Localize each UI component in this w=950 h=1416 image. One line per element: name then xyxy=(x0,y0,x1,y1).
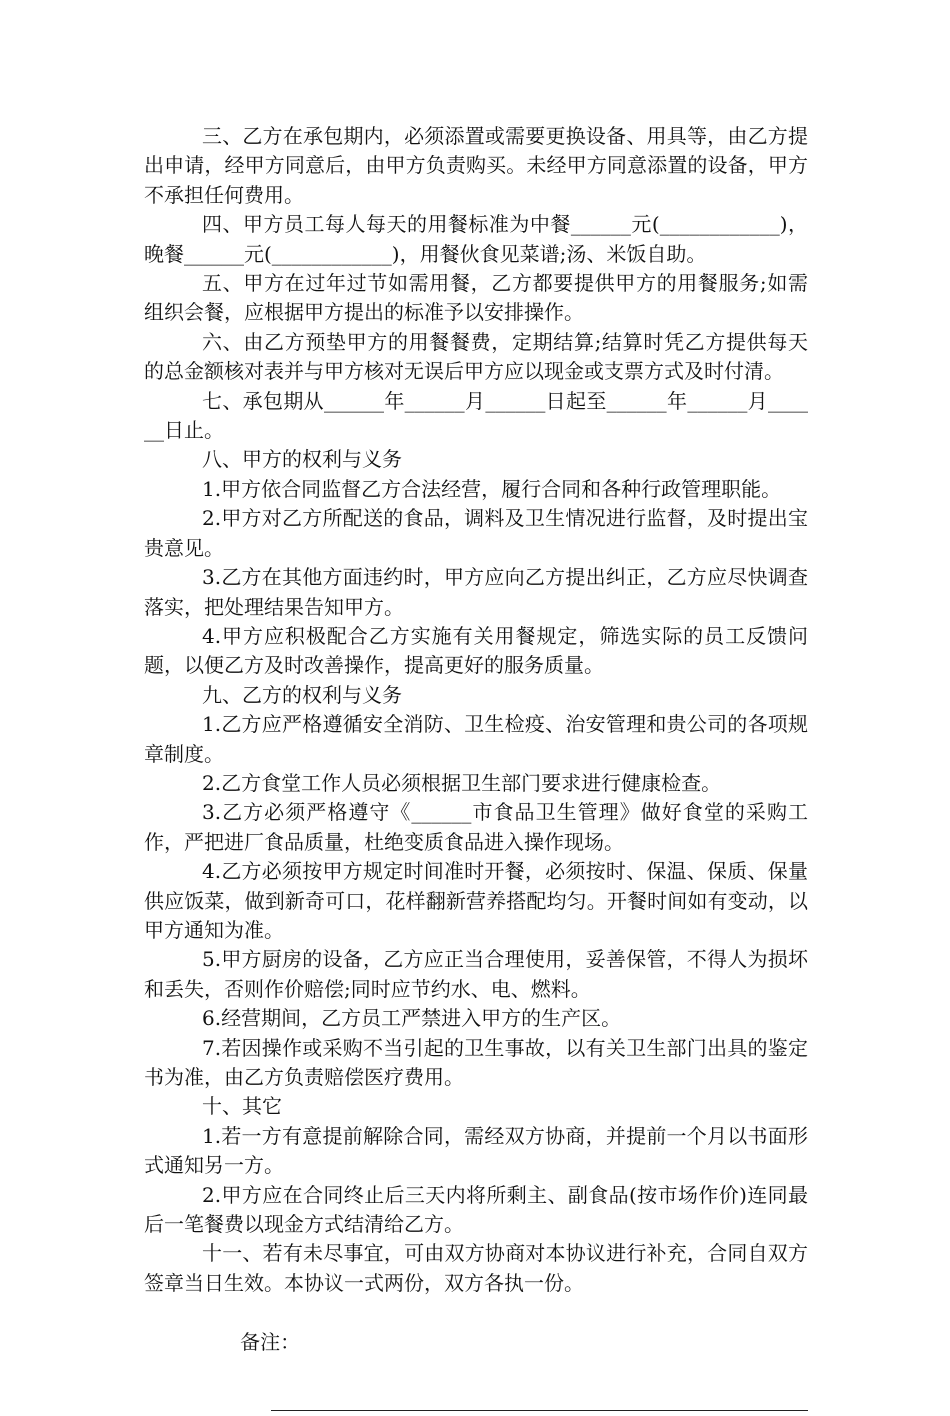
section-9-item-2: 2.乙方食堂工作人员必须根据卫生部门要求进行健康检查。 xyxy=(202,770,722,795)
remark-row xyxy=(144,1298,808,1416)
section-10-item-1: 1.若一方有意提前解除合同，需经双方协商，并提前一个月以书面形式通知另一方。 xyxy=(144,1123,808,1178)
section-9-item-7: 7.若因操作或采购不当引起的卫生事故，以有关卫生部门出具的鉴定书为准，由乙方负责赔偿医疗费用。 xyxy=(144,1035,808,1089)
section-9-item-3: 3.乙方必须严格遵守《______市食品卫生管理》做好食堂的采购工作，严把进厂食品质量，杜绝变质食品进入操作现场。 xyxy=(144,800,808,854)
clause-4-meal-standard: 四、甲方员工每人每天的用餐标准为中餐______元(____________)，晚餐______元(____________)，用餐伙食见菜谱;汤、米饭自助。 xyxy=(144,212,808,266)
section-8-item-3: 3.乙方在其他方面违约时，甲方应向乙方提出纠正，乙方应尽快调查落实，把处理结果告知甲方。 xyxy=(144,565,808,619)
section-8-item-4: 4.甲方应积极配合乙方实施有关用餐规定，筛选实际的员工反馈问题，以便乙方及时改善操作，提高更好的服务质量。 xyxy=(144,623,808,678)
section-8-heading: 八、甲方的权利与义务 xyxy=(202,447,402,472)
remark-blank-line xyxy=(271,1410,808,1411)
document-body xyxy=(144,122,808,1416)
section-9-item-4: 4.乙方必须按甲方规定时间准时开餐，必须按时、保温、保质、保量供应饭菜，做到新奇可口，花样翻新营养搭配均匀。开餐时间如有变动，以甲方通知为准。 xyxy=(144,859,808,942)
remark-label: 备注： xyxy=(240,1329,301,1354)
section-10-heading: 十、其它 xyxy=(202,1094,282,1119)
section-9-heading: 九、乙方的权利与义务 xyxy=(202,682,402,707)
clause-6: 六、由乙方预垫甲方的用餐餐费，定期结算;结算时凭乙方提供每天的总金额核对表并与甲方核对无误后甲方应以现金或支票方式及时付清。 xyxy=(144,329,808,384)
clause-3: 三、乙方在承包期内，必须添置或需要更换设备、用具等，由乙方提出申请，经甲方同意后，由甲方负责购买。未经甲方同意添置的设备，甲方不承担任何费用。 xyxy=(144,124,808,207)
section-9-item-1: 1.乙方应严格遵循安全消防、卫生检疫、治安管理和贵公司的各项规章制度。 xyxy=(144,712,808,766)
section-8-item-1: 1.甲方依合同监督乙方合法经营，履行合同和各种行政管理职能。 xyxy=(202,476,782,501)
section-8-item-2: 2.甲方对乙方所配送的食品，调料及卫生情况进行监督，及时提出宝贵意见。 xyxy=(144,506,808,560)
clause-11: 十一、若有未尽事宜，可由双方协商对本协议进行补充，合同自双方签章当日生效。本协议一式两份，双方各执一份。 xyxy=(144,1241,808,1295)
section-9-item-6: 6.经营期间，乙方员工严禁进入甲方的生产区。 xyxy=(202,1006,622,1031)
clause-5: 五、甲方在过年过节如需用餐，乙方都要提供甲方的用餐服务;如需组织会餐，应根据甲方提出的标准予以安排操作。 xyxy=(144,271,808,325)
section-9-item-5: 5.甲方厨房的设备，乙方应正当合理使用，妥善保管，不得人为损坏和丢失，否则作价赔偿;同时应节约水、电、燃料。 xyxy=(144,947,808,1001)
clause-7-term: 七、承包期从______年______月______日起至______年______月______日止。 xyxy=(144,388,808,443)
section-10-item-2: 2.甲方应在合同终止后三天内将所剩主、副食品(按市场作价)连同最后一笔餐费以现金方式结清给乙方。 xyxy=(144,1182,808,1237)
